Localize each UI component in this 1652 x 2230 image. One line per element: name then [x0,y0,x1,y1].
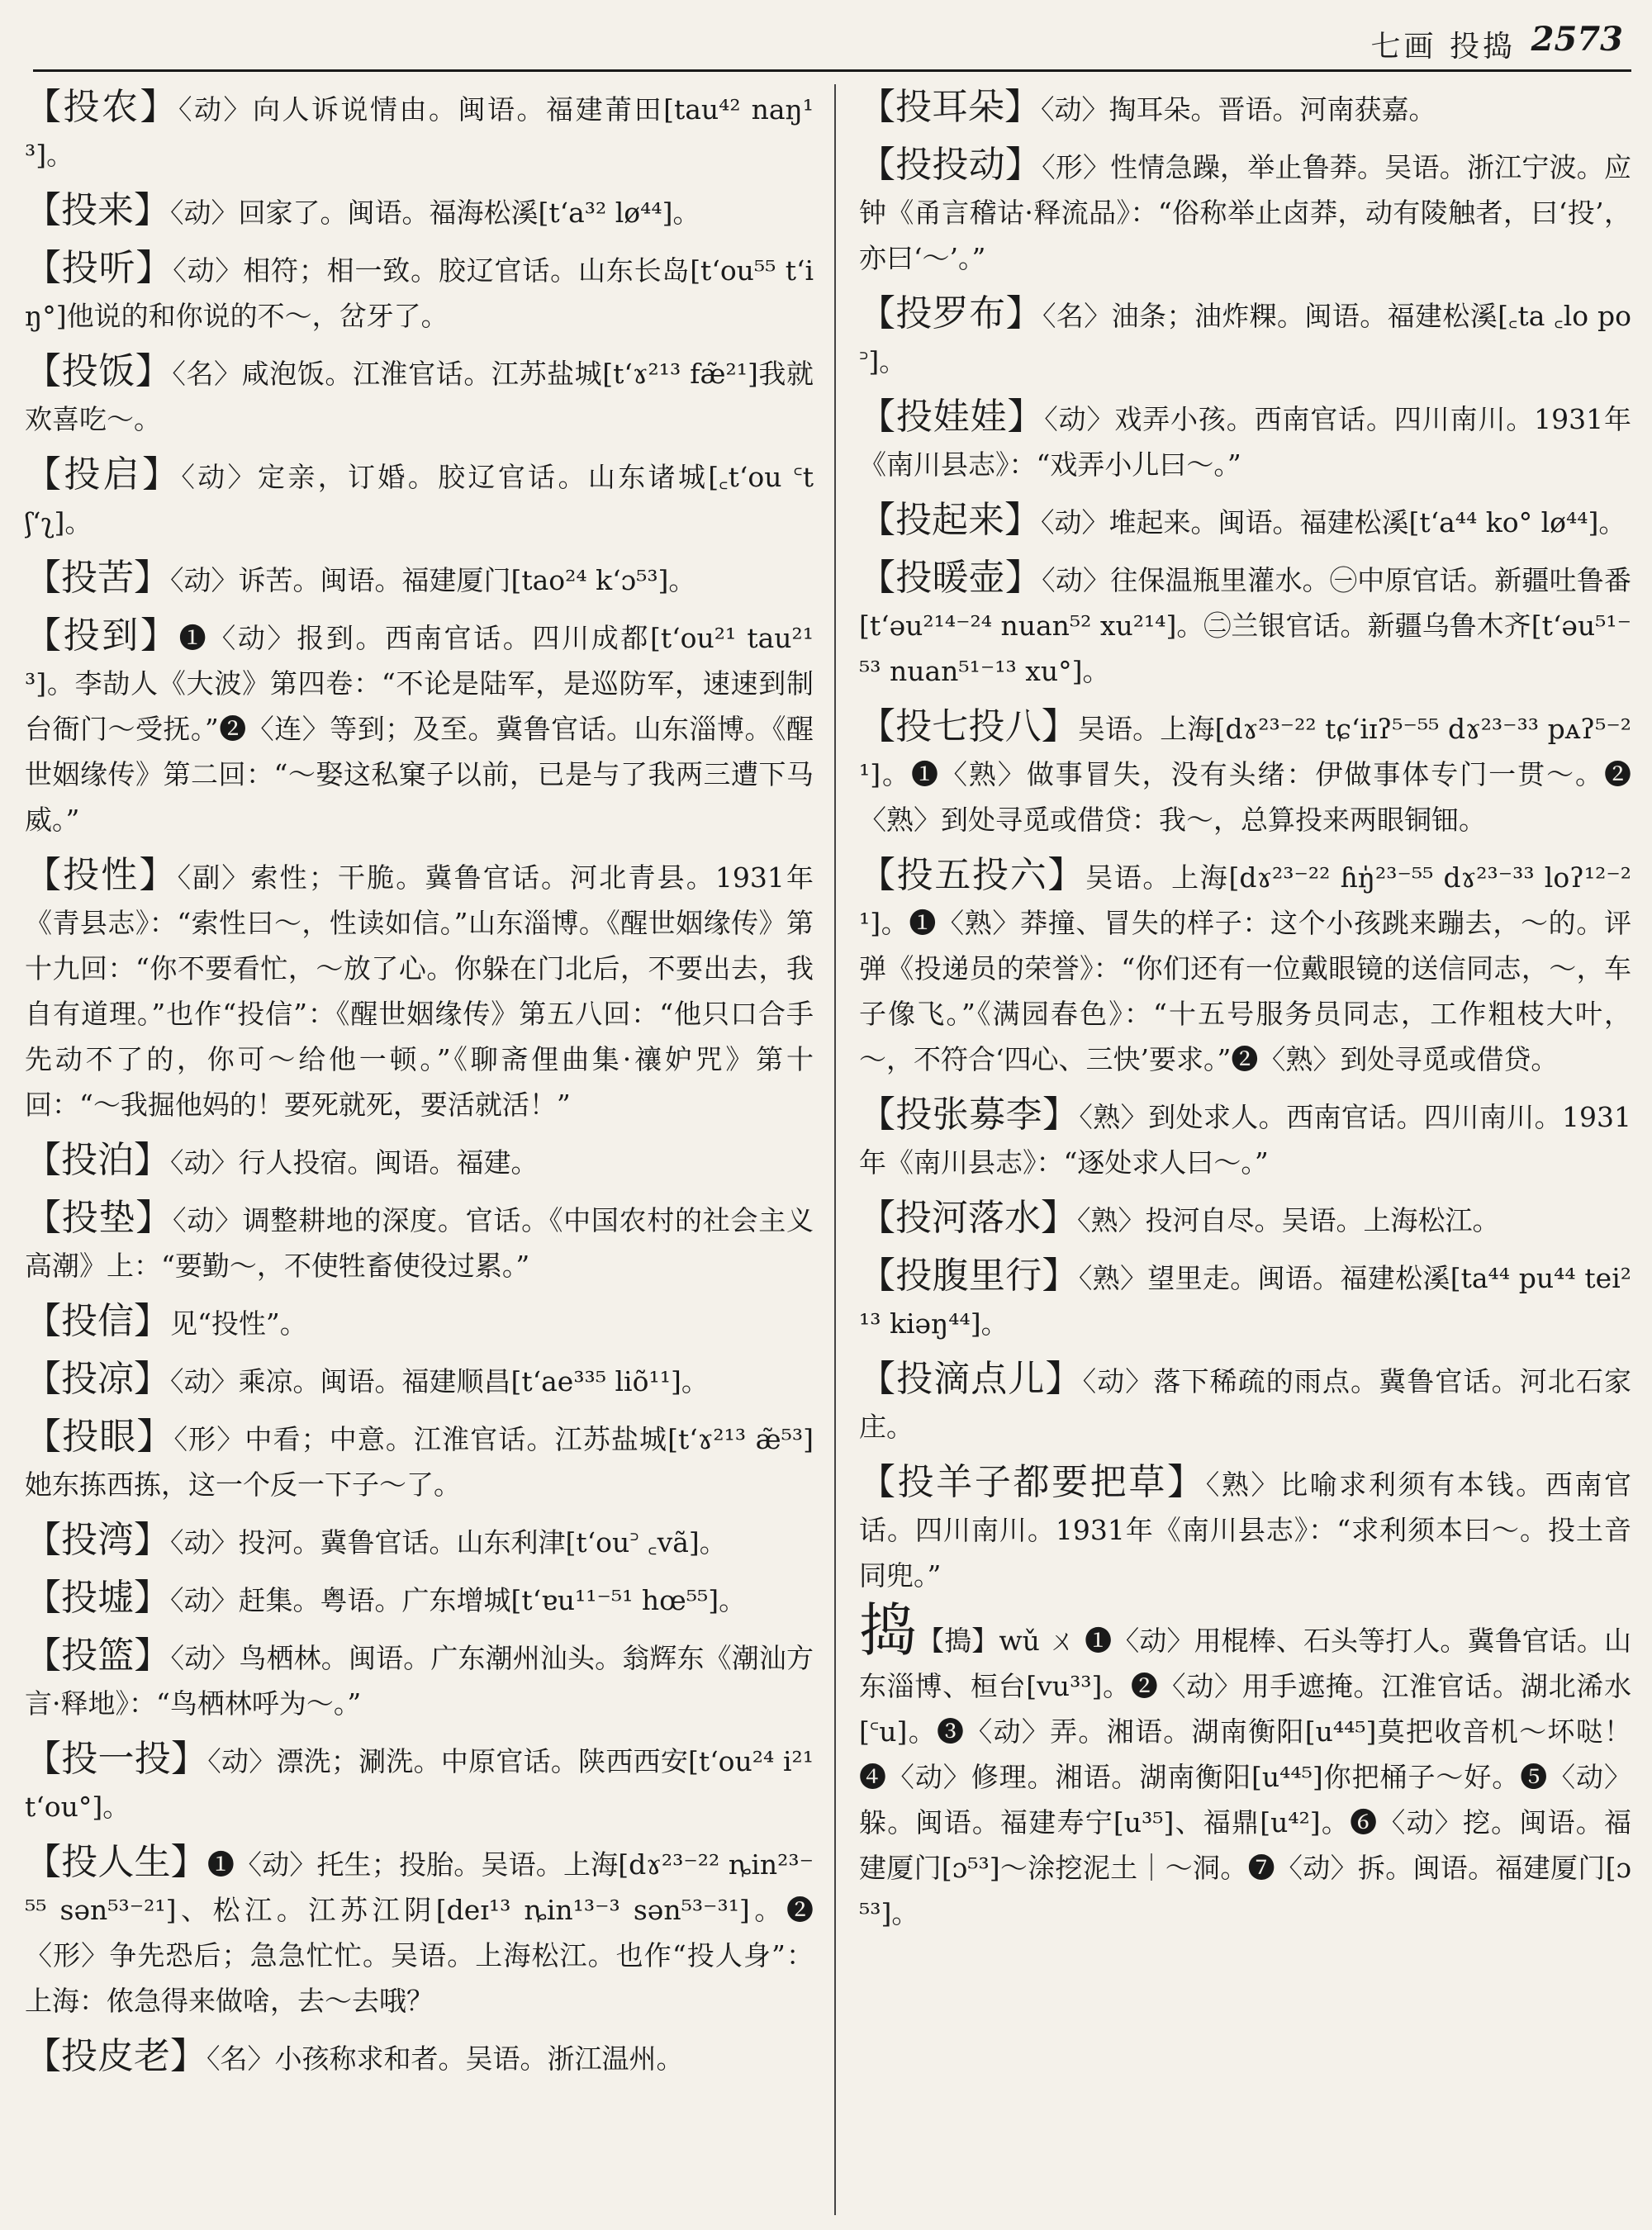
entry-definition: 【搗】wǔ ㄨ ❶〈动〉用棍棒、石头等打人。冀鲁官话。山东淄博、桓台[vu³³]。❷〈动〉用手遮掩。江淮官话。湖北浠水[꜂u]。❸〈动〉弄。湘语。湖南衡阳[u⁴⁴⁵]莫把收音机～坏哒！❹〈动〉修理。湘语。湖南衡阳[u⁴⁴⁵]你把桶子～好。❺〈动〉躲。闽语。福建寿宁[u³⁵]、福鼎[u⁴²]。❻〈动〉挖。闽语。福建厦门[ɔ⁵³]～涂挖泥土｜～洞。❼〈动〉拆。闽语。福建厦门[ɔ⁵³]。 [859,1625,1631,1929]
entry-definition: 〈动〉鸟栖林。闽语。广东潮州汕头。翁辉东《潮汕方言·释地》：“鸟栖林呼为～。” [25,1642,814,1720]
entry-headword: 【投启】 [25,453,182,496]
entry-headword: 【投泊】 [25,1139,170,1181]
entry-definition: 〈熟〉比喻求利须有本钱。西南官话。四川南川。1931年《南川县志》：“求利须本曰～。投土音同兜。” [859,1468,1631,1592]
dictionary-entry [859,1356,1631,1450]
dictionary-entry [859,852,1631,1082]
entry-headword: 【投信】 [25,1300,170,1342]
entry-headword: 【投投动】 [859,144,1042,186]
dictionary-entry [859,394,1631,487]
entry-headword: 【投河落水】 [859,1197,1077,1239]
entry-headword: 【投滴点儿】 [859,1358,1083,1400]
dictionary-entry [25,452,814,545]
entry-definition: 〈动〉落下稀疏的雨点。冀鲁官话。河北石家庄。 [859,1365,1631,1443]
entry-definition: ❶〈动〉报到。西南官话。四川成都[t‘ou²¹ tau²¹³]。李劼人《大波》第四卷：“不论是陆军，是巡防军，速速到制台衙门～受抚。”❷〈连〉等到；及至。冀鲁官话。山东淄博。《醒世姻缘传》第二回：“～娶这私窠子以前，已是与了我两三遭下马威。” [25,622,814,836]
dictionary-entry [25,852,814,1127]
dictionary-entry [25,1137,814,1185]
entry-definition: 〈动〉相符；相一致。胶辽官话。山东长岛[t‘ou⁵⁵ t‘iŋ°]他说的和你说的不～，岔牙了。 [25,254,814,332]
entry-headword: 【投到】 [25,614,179,657]
entry-headword: 【投墟】 [25,1577,170,1619]
dictionary-entry [25,1298,814,1346]
dictionary-entry [25,1195,814,1288]
entry-definition: 见“投性”。 [170,1307,307,1340]
entry-headword: 【投性】 [25,854,178,896]
entry-definition: 吴语。上海[dɤ²³⁻²² tɕ‘iɪʔ⁵⁻⁵⁵ dɤ²³⁻³³ pᴀʔ⁵⁻²¹]。❶〈熟〉做事冒失，没有头绪：伊做事体专门一贯～。❷〈熟〉到处寻觅或借贷：我～，总算投来两眼铜钿。 [859,713,1631,836]
entry-definition: 〈名〉油条；油炸粿。闽语。福建松溪[꜀ta ꜀lo po꜄]。 [859,300,1631,377]
entry-definition: 〈动〉掏耳朵。晋语。河南获嘉。 [1041,93,1436,126]
column-divider [834,84,836,2215]
dictionary-entry [25,613,814,842]
page-header [33,18,1631,72]
dictionary-entry [25,84,814,178]
entry-headword: 【投七投八】 [859,705,1078,747]
entry-definition: 〈动〉行人投宿。闽语。福建。 [170,1146,539,1179]
entry-definition: 〈熟〉到处求人。西南官话。四川南川。1931年《南川县志》：“逐处求人曰～。” [859,1101,1631,1179]
entry-headword: 【投起来】 [859,499,1041,541]
entry-definition: 〈动〉定亲，订婚。胶辽官话。山东诸城[꜀t‘ou ꜂tʃ‘ʅ]。 [25,461,814,539]
entry-headword: 【投暖壶】 [859,557,1042,599]
entry-headword: 【投垫】 [25,1197,173,1239]
dictionary-entry [859,1092,1631,1185]
entry-headword: 【投五投六】 [859,854,1086,896]
dictionary-entry [25,555,814,603]
entry-headword: 【投罗布】 [859,292,1042,334]
entry-headword: 【投苦】 [25,557,170,599]
dictionary-entry [25,1839,814,2024]
entry-definition: 〈动〉诉苦。闽语。福建厦门[tao²⁴ k‘ɔ⁵³]。 [170,564,696,596]
dictionary-entry [25,1736,814,1829]
entry-headword: 【投一投】 [25,1738,208,1780]
dictionary-entry [25,1633,814,1726]
dictionary-entry [859,84,1631,132]
page-number: 2573 [1531,20,1623,59]
entry-definition: 吴语。上海[dɤ²³⁻²² ɦŋ̍²³⁻⁵⁵ dɤ²³⁻³³ loʔ¹²⁻²¹]。❶〈熟〉莽撞、冒失的样子：这个小孩跳来蹦去，～的。评弹《投递员的荣誉》：“你们还有一位戴眼镜的送信同志，～，车子像飞。”《满园春色》：“十五号服务员同志，工作粗枝大叶，～，不符合‘四心、三快’要求。”❷〈熟〉到处寻觅或借贷。 [859,861,1631,1075]
dictionary-entry [25,1414,814,1507]
dictionary-entry [25,1517,814,1565]
entry-definition: 〈动〉回家了。闽语。福海松溪[t‘a³² lø⁴⁴]。 [170,197,700,229]
entry-definition: 〈动〉赶集。粤语。广东增城[t‘ɐu¹¹⁻⁵¹ hœ⁵⁵]。 [170,1584,747,1616]
entry-headword: 【投听】 [25,247,173,289]
entry-headword: 【投篮】 [25,1635,171,1677]
dictionary-entry [859,1253,1631,1346]
entry-headword: 【投饭】 [25,350,173,392]
entry-headword: 【投耳朵】 [859,86,1041,128]
entry-headword: 【投人生】 [25,1841,207,1883]
entry-headword: 【投羊子都要把草】 [859,1461,1206,1503]
dictionary-entry [859,497,1631,545]
entry-headword: 【投农】 [25,86,179,128]
right-column [859,84,1631,2215]
dictionary-entry [25,1575,814,1623]
entry-definition: 〈形〉性情急躁，举止鲁莽。吴语。浙江宁波。应钟《甬言稽诂·释流品》：“俗称举止卤莽，动有陵触者，曰‘投’，亦曰‘～’。” [859,151,1631,274]
entry-definition: 〈动〉戏弄小孩。西南官话。四川南川。1931年《南川县志》：“戏弄小儿曰～。” [859,403,1631,481]
section-title: 七画 投捣 [1370,30,1516,64]
entry-definition: 〈动〉漂洗；涮洗。中原官话。陕西西安[t‘ou²⁴ i²¹ t‘ou°]。 [25,1745,814,1823]
entry-definition: ❶〈动〉托生；投胎。吴语。上海[dɤ²³⁻²² ȵin²³⁻⁵⁵ sən⁵³⁻²¹]、松江。江苏江阴[deɪ¹³ ȵin¹³⁻³ sən⁵³⁻³¹]。❷〈形〉争先恐后；急急忙忙。吴语。上海松江。也作“投人身”：上海：侬急得来做啥，去～去哦？ [25,1848,814,2017]
entry-headword: 【投张募李】 [859,1094,1080,1136]
dictionary-entry [859,1459,1631,1598]
dictionary-entry [25,349,814,442]
dictionary-entry [859,555,1631,694]
dictionary-entry [859,142,1631,281]
entry-definition: 〈熟〉投河自尽。吴语。上海松江。 [1077,1204,1500,1236]
entry-definition: 〈动〉向人诉说情由。闽语。福建莆田[tau⁴² naŋ¹³]。 [25,93,814,171]
dictionary-entry [25,1356,814,1404]
entry-definition: 〈形〉中看；中意。江淮官话。江苏盐城[t‘ɤ²¹³ æ̃⁵³]她东拣西拣，这一个反一下子～了。 [25,1423,814,1501]
entry-headword: 【投凉】 [25,1358,170,1400]
entry-definition: 〈名〉小孩称求和者。吴语。浙江温州。 [206,2043,684,2075]
entry-definition: 〈熟〉望里走。闽语。福建松溪[ta⁴⁴ pu⁴⁴ tei²¹³ kiəŋ⁴⁴]。 [859,1262,1631,1340]
left-column [25,84,814,2215]
dictionary-entry [859,291,1631,384]
dictionary-entry [25,2033,814,2081]
dictionary-entry [25,187,814,235]
entry-definition: 〈副〉索性；干脆。冀鲁官话。河北青县。1931年《青县志》：“索性曰～，性读如信。”山东淄博。《醒世姻缘传》第十九回：“你不要看忙，～放了心。你躲在门北后，不要出去，我自有道理。”也作“投信”：《醒世姻缘传》第五八回：“他只口合手先动不了的，你可～给他一顿。”《聊斋俚曲集·禳妒咒》第十回：“～我掘他妈的！要死就死，要活就活！” [25,861,814,1121]
entry-definition: 〈动〉往保温瓶里灌水。㊀中原官话。新疆吐鲁番[t‘əu²¹⁴⁻²⁴ nuan⁵² xu²¹⁴]。㊁兰银官话。新疆乌鲁木齐[t‘əu⁵¹⁻⁵³ nuan⁵¹⁻¹³ xu°]。 [859,564,1631,687]
entry-definition: 〈动〉调整耕地的深度。官话。《中国农村的社会主义高潮》上：“要勤～，不使牲畜使役过累。” [25,1204,814,1282]
entry-definition: 〈名〉咸泡饭。江淮官话。江苏盐城[t‘ɤ²¹³ fæ̃²¹]我就欢喜吃～。 [25,358,814,435]
entry-headword: 【投眼】 [25,1416,174,1458]
dictionary-entry [25,245,814,339]
entry-headword: 【投来】 [25,189,170,231]
entry-headword: 捣 [859,1597,918,1664]
dictionary-entry [859,1195,1631,1243]
entry-headword: 【投腹里行】 [859,1255,1079,1297]
entry-definition: 〈动〉乘凉。闽语。福建顺昌[t‘ae³³⁵ liõ¹¹]。 [170,1365,709,1397]
entry-definition: 〈动〉堆起来。闽语。福建松溪[t‘a⁴⁴ ko° lø⁴⁴]。 [1041,506,1626,539]
dictionary-entry [859,1597,1631,1936]
dictionary-entry [859,704,1631,842]
entry-headword: 【投皮老】 [25,2035,206,2077]
entry-headword: 【投娃娃】 [859,396,1045,438]
entry-headword: 【投湾】 [25,1519,170,1561]
entry-definition: 〈动〉投河。冀鲁官话。山东利津[t‘ou꜄ ꜀vã]。 [170,1526,727,1559]
